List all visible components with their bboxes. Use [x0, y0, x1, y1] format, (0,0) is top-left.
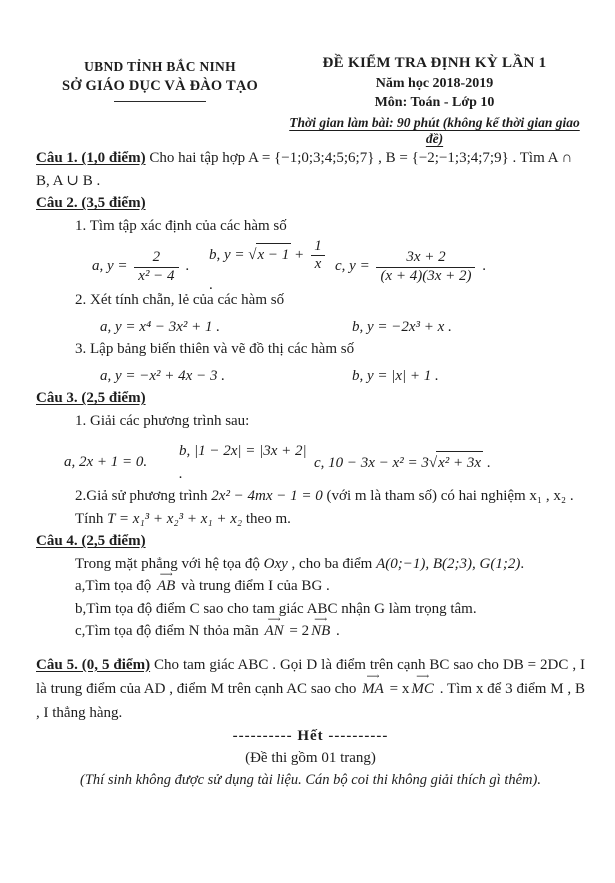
question-4-heading	[36, 530, 585, 553]
equation-2-3b: b, y = |x| + 1 .	[352, 367, 439, 384]
question-1-label: Câu 1. (1,0 điểm)	[36, 150, 146, 166]
question-2-item-3-equations	[36, 365, 585, 388]
question-3-heading	[36, 387, 585, 410]
coordinate-system: Oxy	[263, 555, 288, 572]
issuing-authority-block	[36, 55, 284, 147]
time-limit: Thời gian làm bài: 90 phút (không kể thời gian giao đề)	[289, 115, 580, 146]
question-1-text: Cho hai tập hợp A = {−1;0;3;4;5;6;7} , B = {−2;−1;3;4;7;9} . Tìm A ∩ B, A ∪ B .	[36, 150, 573, 189]
question-4-intro: Trong mặt phẳng với hệ tọa độ Oxy , cho ba điểm A(0;−1), B(2;3), G(1;2).	[75, 555, 525, 572]
equation-2-3a: a, y = −x² + 4x − 3 .	[100, 367, 225, 384]
school-year: Năm học 2018-2019	[375, 76, 494, 91]
exam-info-block	[284, 55, 585, 147]
T-expression: T = x₁³ + x₂³ + x₁ + x₂	[107, 510, 243, 527]
question-2-item-2-title: 2. Xét tính chẵn, lẻ của các hàm số	[75, 292, 285, 308]
fraction: $\frac{1}{x}$	[310, 238, 326, 274]
org-name: UBND TỈNH BẮC NINH	[84, 59, 236, 74]
dept-name: SỞ GIÁO DỤC VÀ ĐÀO TẠO	[61, 78, 258, 94]
candidate-instructions: (Thí sinh không được sử dụng tài liệu. Cán bộ coi thi không giải thích gì thêm).	[80, 771, 541, 788]
question-3-label: Câu 3. (2,5 điểm)	[36, 390, 146, 406]
radical-sign: √	[248, 247, 257, 264]
header-left-underline	[114, 101, 206, 102]
question-2-item-1-title: 1. Tìm tập xác định của các hàm số	[75, 217, 287, 234]
given-points: A(0;−1), B(2;3), G(1;2)	[376, 555, 521, 572]
question-3-item-1-title: 1. Giải các phương trình sau:	[75, 412, 250, 429]
exam-title: ĐỀ KIỂM TRA ĐỊNH KỲ LẦN 1	[322, 55, 547, 71]
question-2-item-1-equations	[36, 238, 585, 293]
square-root: √x − 1	[248, 243, 291, 267]
square-root: √x² + 3x	[429, 451, 483, 475]
vector-NB: NB ⟶	[309, 620, 332, 643]
question-1	[36, 147, 585, 192]
fraction: $\frac{3x + 2}{(x + 4)(3x + 2)}$	[376, 249, 475, 285]
equation-2-1a: a, y = $\frac{2}{\text{x² − 4}}$ .	[92, 249, 190, 284]
document-header	[36, 55, 585, 147]
equation-3-1c: c, 10 − 3x − x² = 3√x² + 3x .	[314, 451, 491, 475]
vector-MC: MC ⟶	[409, 677, 436, 701]
exam-body	[36, 147, 585, 791]
equation-2-2b: b, y = −2x³ + x .	[352, 318, 452, 335]
equation-2-1c: c, y = $\frac{3x + 2}{(x + 4)(3x + 2)}$ .	[335, 249, 486, 284]
question-3-item-2-line-1: 2.Giả sử phương trình 2x² − 4mx − 1 = 0 (với m là tham số) có hai nghiệm x₁ , x₂ .	[75, 488, 574, 504]
page-count-note: (Đề thi gồm 01 trang)	[245, 750, 376, 766]
equation-2-1b: b, y = √x − 1 + $\frac{1}{x}$ .	[209, 238, 335, 296]
question-3-item-2-line-2: Tính T = x₁³ + x₂³ + x₁ + x₂ theo m.	[75, 510, 291, 527]
vector-MA: MA ⟶	[360, 677, 386, 701]
question-5-label: Câu 5. (0, 5 điểm)	[36, 656, 151, 673]
question-2-item-3-title: 3. Lập bảng biến thiên và vẽ đồ thị các hàm số	[75, 341, 355, 357]
vector-AB: AB ⟶	[155, 575, 177, 598]
question-3-item-1-equations	[36, 440, 585, 485]
radical-sign: √	[428, 454, 438, 471]
end-marker: ---------- Hết ----------	[232, 727, 389, 744]
question-2-heading	[36, 192, 585, 215]
subject-grade: Môn: Toán - Lớp 10	[374, 95, 495, 110]
quadratic-equation: 2x² − 4mx − 1 = 0	[211, 488, 323, 504]
question-4-part-c: c,Tìm tọa độ điểm N thỏa mãn AN ⟶ = 2 NB ⟶ .	[36, 620, 585, 643]
fraction: $\frac{2}{\text{x² − 4}}$	[134, 249, 178, 285]
question-4-part-a: a,Tìm tọa độ AB ⟶ và trung điểm I của BG .	[36, 575, 585, 598]
equation-2-2a: a, y = x⁴ − 3x² + 1 .	[100, 318, 221, 335]
question-5: Câu 5. (0, 5 điểm) Cho tam giác ABC . Gọi D là điểm trên cạnh BC sao cho DB = 2DC , I là trung điểm của AD , điểm M trên cạnh AC sao cho MA ⟶ = x MC ⟶ . Tìm x để 3 điểm M , B , I thẳng hàng.	[36, 653, 585, 725]
question-4-label: Câu 4. (2,5 điểm)	[36, 533, 146, 549]
equation-3-1b: b, |1 − 2x| = |3x + 2| .	[179, 443, 307, 482]
question-4-part-b: b,Tìm tọa độ điểm C sao cho tam giác ABC nhận G làm trọng tâm.	[75, 600, 477, 617]
question-2-label: Câu 2. (3,5 điểm)	[36, 195, 146, 211]
equation-3-1a: a, 2x + 1 = 0.	[64, 454, 148, 471]
question-2-item-2-equations	[36, 316, 585, 339]
vector-AN: AN ⟶	[262, 620, 285, 643]
